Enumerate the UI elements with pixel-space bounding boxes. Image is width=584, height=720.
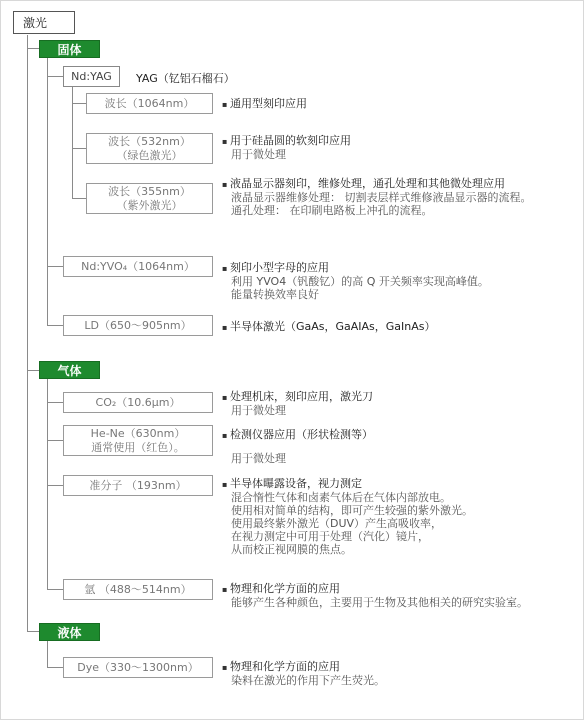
desc-heading: ▪ 半导体曝露设备，视力测定 bbox=[222, 477, 473, 491]
root-trunk-line bbox=[27, 35, 28, 631]
node-355nm bbox=[86, 183, 213, 214]
ndyag-label: Nd:YAG bbox=[71, 69, 112, 83]
hene-branch-line bbox=[47, 440, 63, 441]
solid-branch-line bbox=[27, 48, 39, 49]
desc-532nm bbox=[222, 134, 351, 161]
desc-detail: 能量转换效率良好 bbox=[231, 288, 319, 301]
node-1064nm bbox=[86, 93, 213, 114]
node-label-line: He-Ne（630nm） bbox=[90, 426, 186, 440]
node-label-line: 准分子 （193nm） bbox=[89, 478, 187, 492]
desc-1064nm bbox=[222, 97, 307, 111]
desc-detail: 液晶显示器维修处理： 切割表层样式维修液晶显示器的流程。 bbox=[231, 191, 532, 204]
i355-branch-line bbox=[72, 198, 86, 199]
co2-branch-line bbox=[47, 402, 63, 403]
desc-hene bbox=[222, 428, 373, 465]
desc-detail: 用于微处理 bbox=[231, 404, 286, 417]
desc-heading: ▪ 物理和化学方面的应用 bbox=[222, 660, 385, 674]
node-label-line: （紫外激光） bbox=[116, 198, 183, 212]
desc-ndyvo4 bbox=[222, 261, 489, 301]
desc-heading: ▪ 检测仪器应用（形状检测等） bbox=[222, 428, 373, 442]
node-label-line: 波长（532nm） bbox=[108, 134, 191, 148]
i532-branch-line bbox=[72, 148, 86, 149]
node-label-line: Dye（330～1300nm） bbox=[77, 660, 199, 674]
gas-trunk-line bbox=[47, 379, 48, 589]
solid-trunk-line bbox=[47, 57, 48, 325]
category-solid: 固体 bbox=[39, 40, 100, 58]
dye-branch-line bbox=[47, 667, 63, 668]
desc-dye bbox=[222, 660, 385, 687]
root-node bbox=[13, 11, 75, 34]
desc-heading: ▪ 用于硅晶圆的软刻印应用 bbox=[222, 134, 351, 148]
desc-detail: 混合惰性气体和卤素气体后在气体内部放电。 bbox=[231, 491, 451, 504]
desc-heading: ▪ 液晶显示器刻印，维修处理，通孔处理和其他微处理应用 bbox=[222, 177, 532, 191]
desc-detail: 能够产生各种颜色，主要用于生物及其他相关的研究实验室。 bbox=[231, 596, 528, 609]
desc-co2 bbox=[222, 390, 373, 417]
yvo4-branch-line bbox=[47, 266, 63, 267]
category-gas: 气体 bbox=[39, 361, 100, 379]
excimer-branch-line bbox=[47, 485, 63, 486]
node-ld bbox=[63, 315, 213, 336]
desc-detail: 通孔处理： 在印刷电路板上冲孔的流程。 bbox=[231, 204, 433, 217]
node-label-line: 通常使用（红色）。 bbox=[91, 440, 185, 454]
ld-branch-line bbox=[47, 325, 63, 326]
node-ndyvo4 bbox=[63, 256, 213, 277]
node-label-line: CO₂（10.6μm） bbox=[95, 395, 181, 409]
liquid-trunk-line bbox=[47, 641, 48, 667]
node-co2 bbox=[63, 392, 213, 413]
desc-detail: 染料在激光的作用下产生荧光。 bbox=[231, 674, 385, 687]
root-label: 激光 bbox=[23, 15, 48, 30]
node-label-line: 波长（355nm） bbox=[108, 184, 191, 198]
desc-detail: 在视力测定中可用于处理（汽化）镜片， bbox=[231, 530, 429, 543]
desc-excimer bbox=[222, 477, 473, 556]
desc-heading: ▪ 半导体激光（GaAs，GaAIAs，GaInAs） bbox=[222, 320, 436, 334]
ndyag-note: YAG（钇铝石榴石） bbox=[136, 72, 235, 85]
category-liquid: 液体 bbox=[39, 623, 100, 641]
desc-heading: ▪ 通用型刻印应用 bbox=[222, 97, 307, 111]
node-excimer bbox=[63, 475, 213, 496]
node-532nm bbox=[86, 133, 213, 164]
argon-branch-line bbox=[47, 589, 63, 590]
desc-detail: 利用 YVO4（钒酸钇）的高 Q 开关频率实现高峰值。 bbox=[231, 275, 489, 288]
node-label-line: 氩 （488～514nm） bbox=[84, 582, 192, 596]
desc-detail: 从而校正视网膜的焦点。 bbox=[231, 543, 352, 556]
desc-heading: ▪ 处理机床，刻印应用，激光刀 bbox=[222, 390, 373, 404]
desc-detail: 用于微处理 bbox=[231, 148, 286, 161]
node-argon bbox=[63, 579, 213, 600]
liquid-branch-line bbox=[27, 631, 39, 632]
i1064-branch-line bbox=[72, 103, 86, 104]
node-label-line: LD（650～905nm） bbox=[84, 318, 192, 332]
desc-argon bbox=[222, 582, 528, 609]
desc-detail: 使用最终紫外激光（DUV）产生高吸收率， bbox=[231, 517, 443, 530]
desc-heading: ▪ 刻印小型字母的应用 bbox=[222, 261, 489, 275]
node-hene bbox=[63, 425, 213, 456]
desc-detail bbox=[222, 442, 373, 452]
ndyag-branch-line bbox=[47, 76, 63, 77]
desc-ld bbox=[222, 320, 436, 334]
desc-detail: 用于微处理 bbox=[231, 452, 286, 465]
node-label-line: （绿色激光） bbox=[116, 148, 183, 162]
node-dye bbox=[63, 657, 213, 678]
ndyag-node bbox=[63, 66, 120, 87]
desc-355nm bbox=[222, 177, 532, 217]
gas-branch-line bbox=[27, 370, 39, 371]
desc-detail: 使用相对简单的结构，即可产生较强的紫外激光。 bbox=[231, 504, 473, 517]
desc-heading: ▪ 物理和化学方面的应用 bbox=[222, 582, 528, 596]
node-label-line: Nd:YVO₄（1064nm） bbox=[81, 259, 195, 273]
node-label-line: 波长（1064nm） bbox=[104, 96, 195, 110]
